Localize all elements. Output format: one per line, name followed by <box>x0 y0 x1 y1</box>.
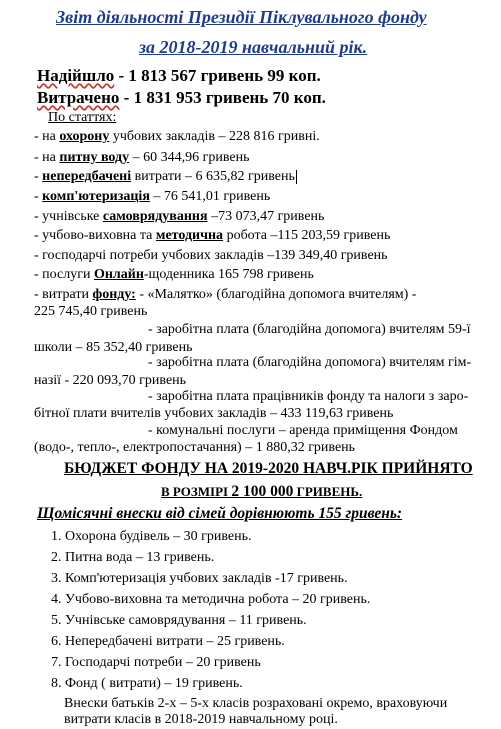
contribution-item: 7. Господарчі потреби – 20 гривень <box>51 655 261 670</box>
report-title-line2: за 2018-2019 навчальний рік. <box>139 37 368 57</box>
received-row <box>37 67 321 84</box>
contribution-item: 6. Непередбачені витрати – 25 гривень. <box>51 634 285 649</box>
budget-line2: В РОЗМІРІ 2 100 000 ГРИВЕНЬ. <box>161 483 363 500</box>
spent-row <box>37 89 326 106</box>
expense-item-security: - на охорону учбових закладів – 228 816 гривні. <box>34 129 320 144</box>
by-items-label: По статтях: <box>48 110 117 125</box>
fund-expenses-line1: - витрати фонду: - «Малятко» (благодійна допомога вчителям) - <box>34 287 417 302</box>
expense-item-computerization: - комп'ютеризація – 76 541,01 гривень <box>34 189 271 204</box>
contribution-item: 1. Охорона будівель – 30 гривень. <box>51 529 252 544</box>
monthly-contributions-heading: Щомісячні внески від сімей дорівнюють 155 гривень: <box>37 505 403 522</box>
fund-sub3-line1: - заробітна плата працівників фонду та налоги з заро- <box>148 389 469 404</box>
fund-sub4-line2: (водо-, тепло-, електропостачання) – 1 880,32 гривень <box>34 440 356 455</box>
received-value: - 1 813 567 гривень 99 коп. <box>114 66 321 85</box>
fund-sub1-line1: - заробітна плата (благодійна допомога) вчителям 59-ї <box>148 322 471 337</box>
fund-sub1-line2: школи – 85 352,40 гривень <box>34 340 193 355</box>
expense-item-household: - господарчі потреби учбових закладів –139 349,40 гривень <box>34 248 388 263</box>
fund-sub2-line2: назії - 220 093,70 гривень <box>34 373 187 388</box>
contribution-item: 8. Фонд ( витрати) – 19 гривень. <box>51 676 243 691</box>
received-label: Надійшло <box>37 66 115 85</box>
fund-sub2-line1: - заробітна плата (благодійна допомога) вчителям гім- <box>148 355 472 370</box>
contribution-item: 4. Учбово-виховна та методична робота – 20 гривень. <box>51 592 371 607</box>
contribution-item: 2. Питна вода – 13 гривень. <box>51 550 215 565</box>
fund-sub3-line2: бітної плати вчителів учбових закладів – 433 119,63 гривень <box>34 406 394 421</box>
expense-item-water: - на питну воду – 60 344,96 гривень <box>34 150 250 165</box>
contribution-item: 3. Комп'ютеризація учбових закладів -17 гривень. <box>51 571 348 586</box>
expense-item-online-diary: - послуги Онлайн-щоденника 165 798 гривень <box>34 267 314 282</box>
spent-label: Витрачено <box>37 88 120 107</box>
expense-item-self-government: - учнівське самоврядування –73 073,47 гривень <box>34 209 325 224</box>
report-title-line1: Звіт діяльності Президії Піклувального фонду <box>56 7 427 27</box>
spent-value: - 1 831 953 гривень 70 коп. <box>119 88 326 107</box>
contribution-item: 5. Учнівське самоврядування – 11 гривень. <box>51 613 307 628</box>
expense-item-methodical: - учбово-виховна та методична робота –115 203,59 гривень <box>34 228 391 243</box>
budget-line1: БЮДЖЕТ ФОНДУ НА 2019-2020 НАВЧ.РІК ПРИЙНЯТО <box>64 460 473 477</box>
text-cursor <box>296 170 297 184</box>
fund-expenses-line2: 225 745,40 гривень <box>34 304 148 319</box>
footer-note-line1: Внески батьків 2-х – 5-х класів розраховані окремо, враховуючи <box>64 696 448 711</box>
expense-item-unforeseen: - непередбачені витрати – 6 635,82 гривень <box>34 169 295 185</box>
fund-sub4-line1: - комунальні послуги – аренда приміщення Фондом <box>148 423 458 438</box>
footer-note-line2: витрати класів в 2018-2019 навчальному році. <box>64 712 338 727</box>
